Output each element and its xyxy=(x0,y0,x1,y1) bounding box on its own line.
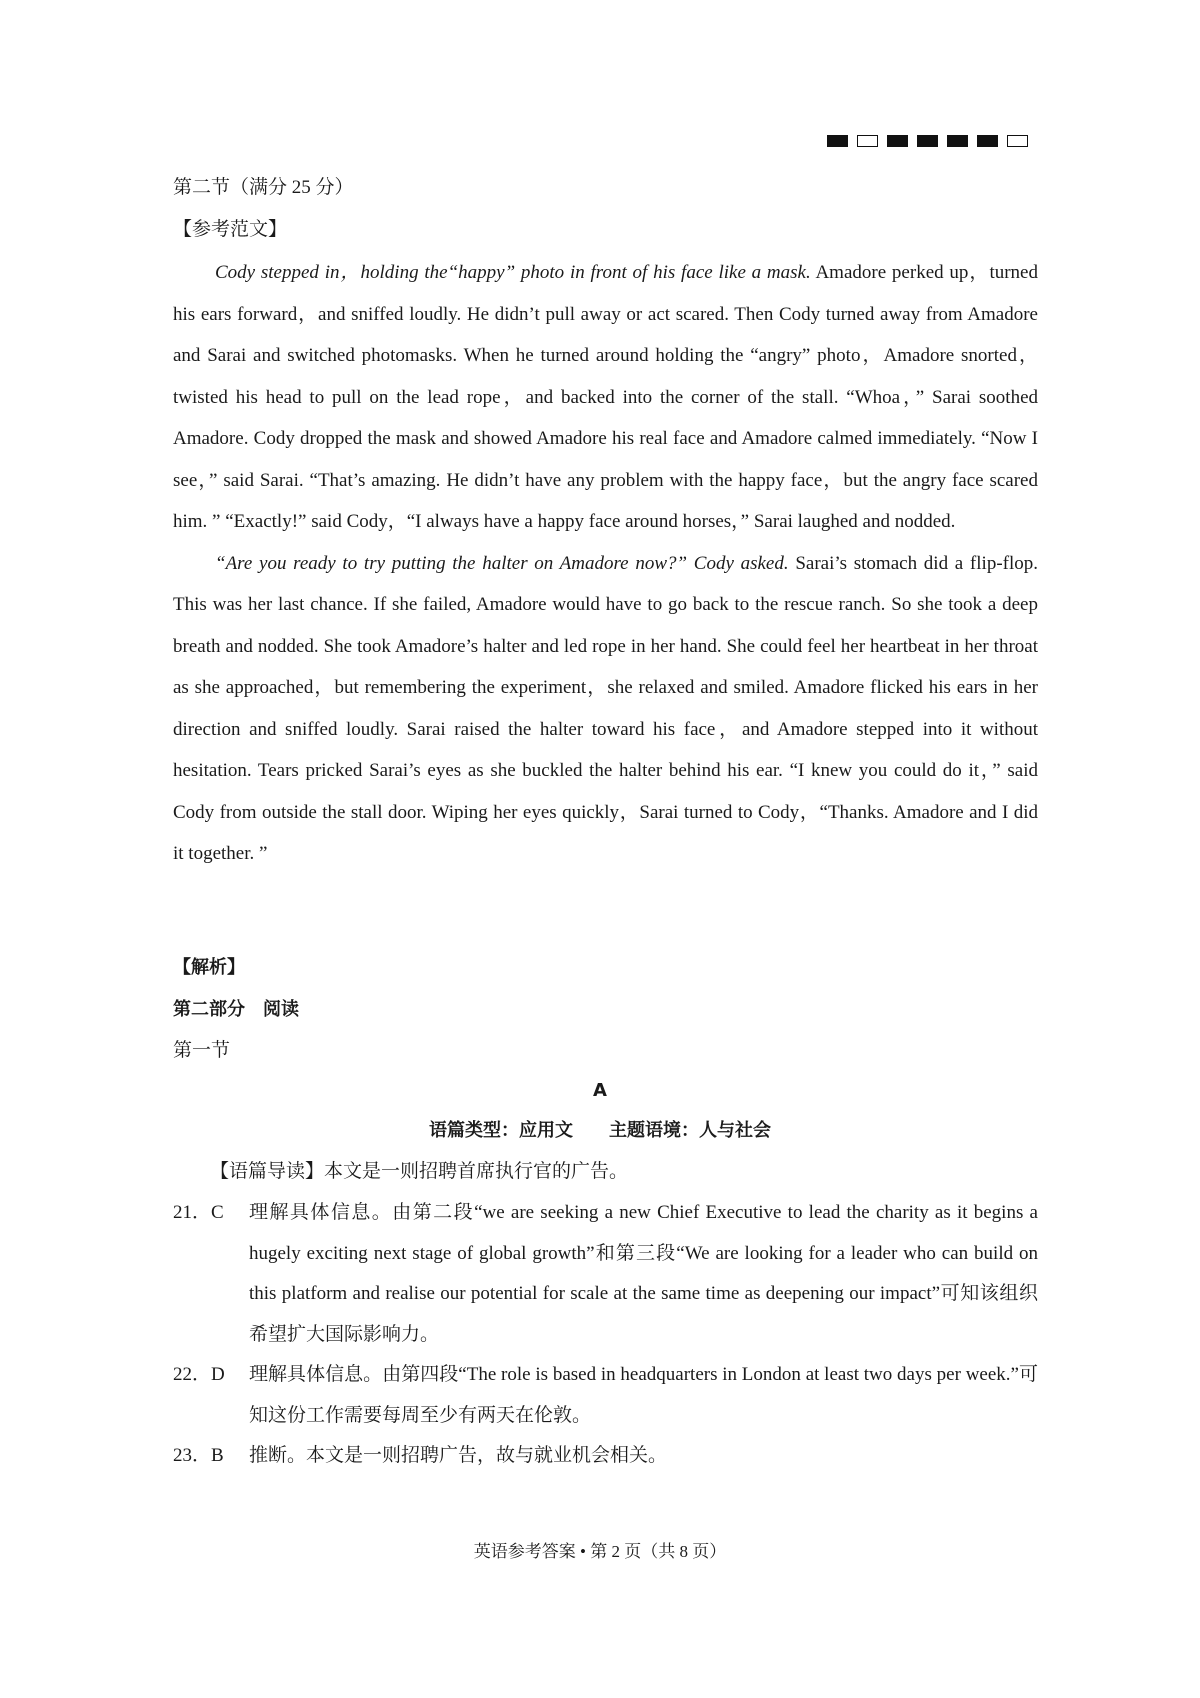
essay-opening-sentence: Cody stepped in，holding the“happy” photo in front of his face like a mask. xyxy=(215,262,811,283)
page-footer: 英语参考答案 • 第 2 页（共 8 页） xyxy=(473,1542,727,1561)
question-number: 22．D xyxy=(173,1364,225,1385)
part-title: 第二部分 阅读 xyxy=(173,999,299,1020)
passage-guide: 【语篇导读】本文是一则招聘首席执行官的广告。 xyxy=(210,1161,629,1182)
passage-letter: A xyxy=(593,1080,607,1101)
section-heading: 第二节（满分 25 分） xyxy=(173,177,354,198)
question-item xyxy=(173,1193,1038,1355)
question-item xyxy=(173,1436,1038,1477)
model-essay xyxy=(173,252,1038,875)
header-mark xyxy=(917,135,938,147)
question-number: 21．C xyxy=(173,1202,224,1223)
header-mark xyxy=(827,135,848,147)
header-mark xyxy=(1007,135,1028,147)
question-item xyxy=(173,1355,1038,1436)
question-explanation: 理解具体信息。由第四段“The role is based in headquarters in London at least two days per week.”可知这份工作需要每周至少有两天在伦敦。 xyxy=(249,1364,1038,1426)
analysis-label: 【解析】 xyxy=(173,957,245,978)
question-explanation: 推断。本文是一则招聘广告，故与就业机会相关。 xyxy=(249,1445,668,1466)
passage-genre: 语篇类型：应用文 主题语境：人与社会 xyxy=(429,1120,771,1141)
essay-paragraph-2-body: Sarai’s stomach did a flip-flop. This was her last chance. If she failed, Amadore would have to go back to the rescue ranch. So she took a deep breath and nodded. She took Amadore’s halter and led rope in her hand. She could feel her heartbeat in her throat as she approached，but remembering the experiment，she relaxed and smiled. Amadore flicked his ears in her direction and sniffed loudly. Sarai raised the halter toward his face，and Amadore stepped into it without hesitation. Tears pricked Sarai’s eyes as she buckled the halter behind his ear. “I knew you could do it，” said Cody from outside the stall door. Wiping her eyes quickly，Sarai turned to Cody，“Thanks. Amadore and I did it together. ” xyxy=(173,552,1038,864)
header-mark xyxy=(977,135,998,147)
header-mark xyxy=(947,135,968,147)
essay-paragraph-2 xyxy=(173,543,1038,875)
header-mark xyxy=(887,135,908,147)
essay-second-opening-sentence: “Are you ready to try putting the halter on Amadore now?” Cody asked. xyxy=(215,552,789,574)
header-marks xyxy=(827,135,1028,147)
section-title: 第一节 xyxy=(173,1040,231,1061)
question-explanation: 理解具体信息。由第二段“we are seeking a new Chief Executive to lead the charity as it begins a hugely exciting next stage of global growth”和第三段“We are looking for a leader who can build on this platform and realise our potential for scale at the same time as deepening our impact”可知该组织希望扩大国际影响力。 xyxy=(249,1202,1038,1345)
essay-paragraph-1 xyxy=(173,252,1038,543)
question-number: 23．B xyxy=(173,1445,224,1466)
header-mark xyxy=(857,135,878,147)
essay-paragraph-1-body: Amadore perked up，turned his ears forward，and sniffed loudly. He didn’t pull away or act scared. Then Cody turned away from Amadore and Sarai and switched photomasks. When he turned around holding the “angry” photo，Amadore snorted，twisted his head to pull on the lead rope，and backed into the corner of the stall. “Whoa，” Sarai soothed Amadore. Cody dropped the mask and showed Amadore his real face and Amadore calmed immediately. “Now I see，” said Sarai. “That’s amazing. He didn’t have any problem with the happy face，but the angry face scared him. ” “Exactly!” said Cody，“I always have a happy face around horses，” Sarai laughed and nodded. xyxy=(173,262,1038,532)
model-essay-label: 【参考范文】 xyxy=(173,219,288,240)
